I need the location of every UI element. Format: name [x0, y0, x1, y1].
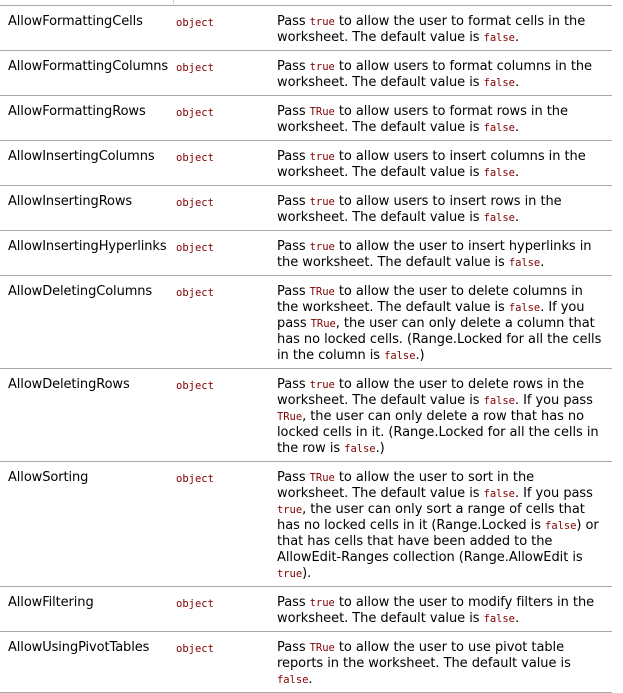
description-text: Pass [277, 284, 310, 299]
description-text: to allow the user to insert hyperlinks in the worksheet. The default value is [277, 239, 592, 270]
description-text: to allow the user to use pivot table reports in the worksheet. The default value is [277, 640, 571, 671]
parameter-name: AllowFiltering [0, 587, 170, 632]
table-row [0, 587, 612, 632]
table-row [0, 276, 612, 369]
parameter-type: object [170, 276, 271, 369]
code-literal: true [309, 61, 335, 73]
parameter-description [271, 632, 612, 693]
parameter-name: AllowDeletingColumns [0, 276, 170, 369]
parameter-description [271, 186, 612, 231]
parameter-description [271, 462, 612, 587]
parameter-type: object [170, 231, 271, 276]
parameter-name: AllowDeletingRows [0, 369, 170, 462]
code-literal: true [277, 504, 303, 516]
column-divider [173, 0, 174, 4]
parameter-description [271, 96, 612, 141]
parameter-name: AllowFormattingCells [0, 6, 170, 51]
code-literal: true [309, 151, 335, 163]
code-literal: false [344, 443, 376, 455]
code-literal: true [309, 597, 335, 609]
table-row [0, 632, 612, 693]
code-literal: TRue [309, 106, 335, 118]
table-row [0, 186, 612, 231]
table-row [0, 51, 612, 96]
description-text: Pass [277, 59, 310, 74]
description-text: . [540, 255, 545, 270]
description-text: to allow users to insert rows in the worksheet. The default value is [277, 194, 562, 225]
description-text: to allow the user to modify filters in the worksheet. The default value is [277, 595, 595, 626]
description-text: Pass [277, 595, 310, 610]
cut-off-previous-row [0, 0, 612, 4]
table-row [0, 369, 612, 462]
description-text: . If you pass [277, 300, 585, 331]
parameter-name: AllowUsingPivotTables [0, 632, 170, 693]
parameter-type: object [170, 632, 271, 693]
description-text: Pass [277, 470, 310, 485]
code-literal: TRue [277, 411, 303, 423]
code-literal: false [483, 77, 515, 89]
code-literal: false [277, 674, 309, 686]
parameter-type: object [170, 96, 271, 141]
code-literal: TRue [309, 286, 335, 298]
parameter-type: object [170, 462, 271, 587]
description-text: to allow the user to sort in the worksheet. The default value is [277, 470, 535, 501]
code-literal: false [508, 257, 541, 269]
parameter-type: object [170, 186, 271, 231]
code-literal: true [309, 16, 335, 28]
parameter-name: AllowInsertingRows [0, 186, 170, 231]
description-text: . [308, 672, 313, 687]
description-text: to allow the user to format cells in the worksheet. The default value is [277, 14, 586, 45]
description-text: ). [302, 566, 312, 581]
description-text: , the user can only delete a row that has no locked cells in it. (Range.Locked for all the cells in the row is [277, 409, 599, 456]
parameter-description [271, 231, 612, 276]
table-row [0, 141, 612, 186]
code-literal: false [483, 167, 515, 179]
code-literal: true [309, 241, 335, 253]
parameter-name: AllowInsertingColumns [0, 141, 170, 186]
description-text: , the user can only delete a column that has no locked cells. (Range.Locked for all the cells in the column is [277, 316, 602, 363]
parameter-name: AllowFormattingRows [0, 96, 170, 141]
code-literal: true [277, 568, 303, 580]
description-text: . [514, 120, 520, 135]
code-literal: TRue [310, 318, 336, 330]
description-text: .) [375, 441, 385, 456]
description-text: . [514, 611, 520, 626]
parameter-type: object [170, 369, 271, 462]
parameter-description [271, 141, 612, 186]
description-text: Pass [277, 14, 310, 29]
description-text: .) [415, 348, 425, 363]
table-row [0, 231, 612, 276]
code-literal: true [309, 196, 335, 208]
code-literal: false [483, 212, 515, 224]
code-literal: true [309, 379, 335, 391]
description-text: . If you pass [514, 486, 593, 501]
description-text: , the user can only sort a range of cells that has no locked cells in it (Range.Locked is [277, 502, 585, 533]
table-row [0, 96, 612, 141]
code-literal: false [483, 122, 515, 134]
description-text: to allow the user to delete rows in the worksheet. The default value is [277, 377, 585, 408]
description-text: Pass [277, 194, 310, 209]
code-literal: false [384, 350, 416, 362]
table-row [0, 6, 612, 51]
parameter-description [271, 51, 612, 96]
description-text: to allow the user to delete columns in the worksheet. The default value is [277, 284, 583, 315]
parameter-description [271, 276, 612, 369]
parameter-name: AllowFormattingColumns [0, 51, 170, 96]
table-row [0, 462, 612, 587]
parameters-table-body [0, 6, 612, 693]
parameter-description [271, 587, 612, 632]
description-text: Pass [277, 239, 310, 254]
description-text: to allow users to insert columns in the worksheet. The default value is [277, 149, 586, 180]
parameter-name: AllowInsertingHyperlinks [0, 231, 170, 276]
code-literal: false [483, 613, 515, 625]
description-text: Pass [277, 149, 310, 164]
parameter-type: object [170, 6, 271, 51]
description-text: . [514, 165, 520, 180]
description-text: to allow users to format rows in the worksheet. The default value is [277, 104, 568, 135]
parameter-description [271, 6, 612, 51]
code-literal: TRue [309, 642, 335, 654]
code-literal: false [483, 395, 515, 407]
description-text: Pass [277, 377, 310, 392]
parameter-type: object [170, 51, 271, 96]
code-literal: false [483, 488, 515, 500]
code-literal: false [545, 520, 577, 532]
description-text: . [514, 210, 520, 225]
description-text: Pass [277, 640, 310, 655]
description-text: Pass [277, 104, 310, 119]
parameter-name: AllowSorting [0, 462, 170, 587]
parameter-type: object [170, 587, 271, 632]
parameters-table [0, 6, 612, 693]
parameter-type: object [170, 141, 271, 186]
description-text: . [514, 75, 520, 90]
code-literal: false [508, 302, 541, 314]
parameter-description [271, 369, 612, 462]
description-text: . [514, 30, 520, 45]
code-literal: false [483, 32, 515, 44]
description-text: ) or that has cells that have been added to the AllowEdit-Ranges collection (Range.AllowEdit is [277, 518, 599, 565]
description-text: . If you pass [514, 393, 593, 408]
description-text: to allow users to format columns in the worksheet. The default value is [277, 59, 593, 90]
code-literal: TRue [309, 472, 335, 484]
